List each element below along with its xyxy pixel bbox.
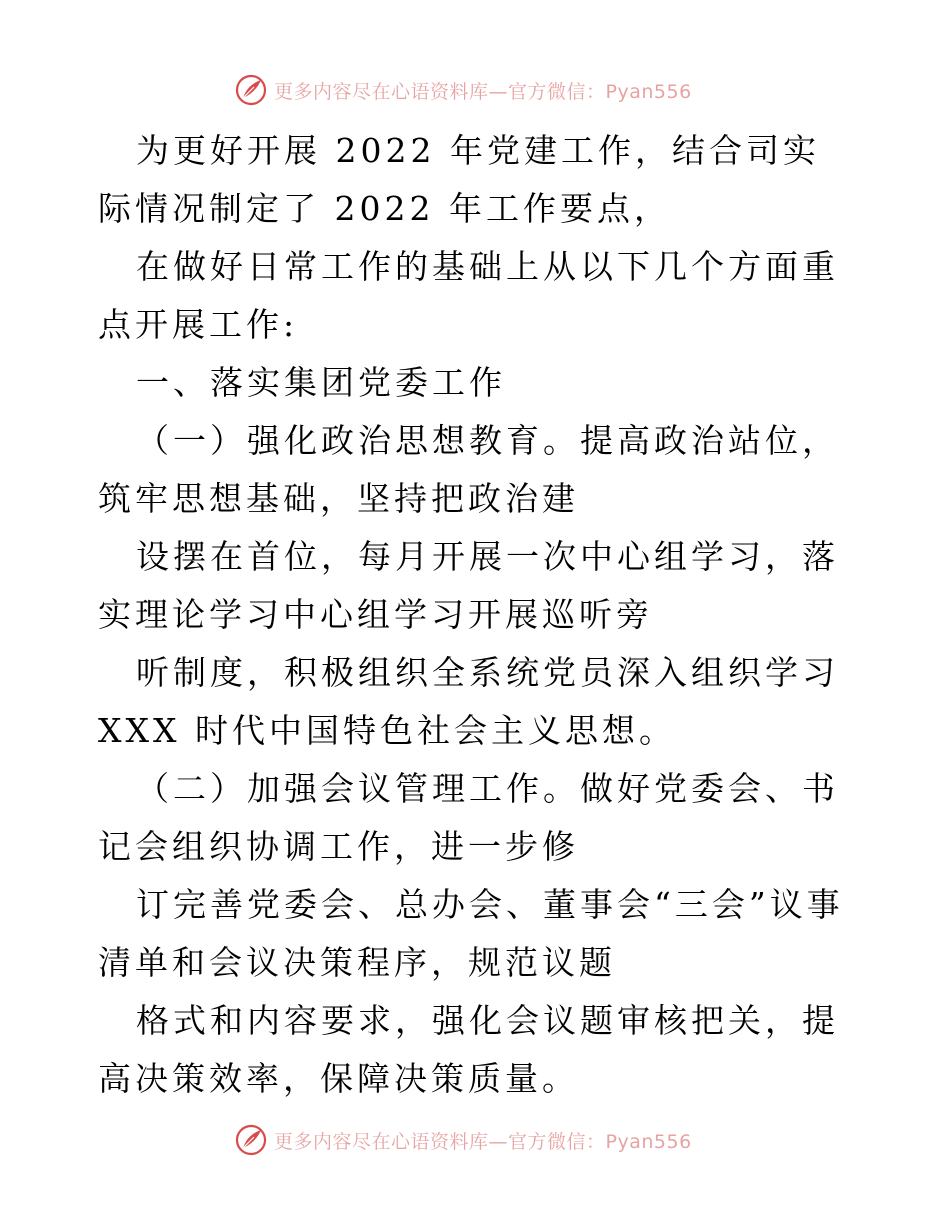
paragraph-item-1c: 听制度，积极组织全系统党员深入组织学习 XXX 时代中国特色社会主义思想。 — [98, 653, 839, 750]
feather-logo-icon — [234, 73, 268, 107]
paragraph-item-2a: （二）加强会议管理工作。做好党委会、书记会组织协调工作，进一步修 — [98, 769, 839, 866]
watermark-wechat-text: 官方微信：Pyan556 — [508, 1130, 692, 1153]
paragraph-intro: 为更好开展 2022 年党建工作，结合司实际情况制定了 2022 年工作要点， — [98, 131, 820, 228]
section-heading-1: 一、落实集团党委工作 — [136, 363, 506, 402]
paragraph-item-1a: （一）强化政治思想教育。提高政治站位，筑牢思想基础，坚持把政治建 — [98, 421, 839, 518]
feather-logo-icon — [234, 1123, 268, 1157]
watermark-main-text: 更多内容尽在心语资料库 — [274, 1130, 489, 1153]
watermark-text — [274, 1127, 692, 1154]
paragraph-focus: 在做好日常工作的基础上从以下几个方面重点开展工作: — [98, 247, 839, 344]
paragraph-item-1b: 设摆在首位，每月开展一次中心组学习，落实理论学习中心组学习开展巡听旁 — [98, 537, 839, 634]
footer-watermark-banner — [234, 1122, 754, 1158]
watermark-separator: — — [488, 80, 509, 103]
watermark-wechat-text: 官方微信：Pyan556 — [508, 80, 692, 103]
watermark-text — [274, 77, 692, 104]
document-body — [98, 122, 854, 1108]
header-watermark-banner — [234, 72, 754, 108]
watermark-separator: — — [488, 1130, 509, 1153]
paragraph-item-2c: 格式和内容要求，强化会议题审核把关，提高决策效率，保障决策质量。 — [98, 1001, 839, 1098]
watermark-main-text: 更多内容尽在心语资料库 — [274, 80, 489, 103]
paragraph-item-2b: 订完善党委会、总办会、董事会“三会”议事清单和会议决策程序，规范议题 — [98, 885, 844, 982]
